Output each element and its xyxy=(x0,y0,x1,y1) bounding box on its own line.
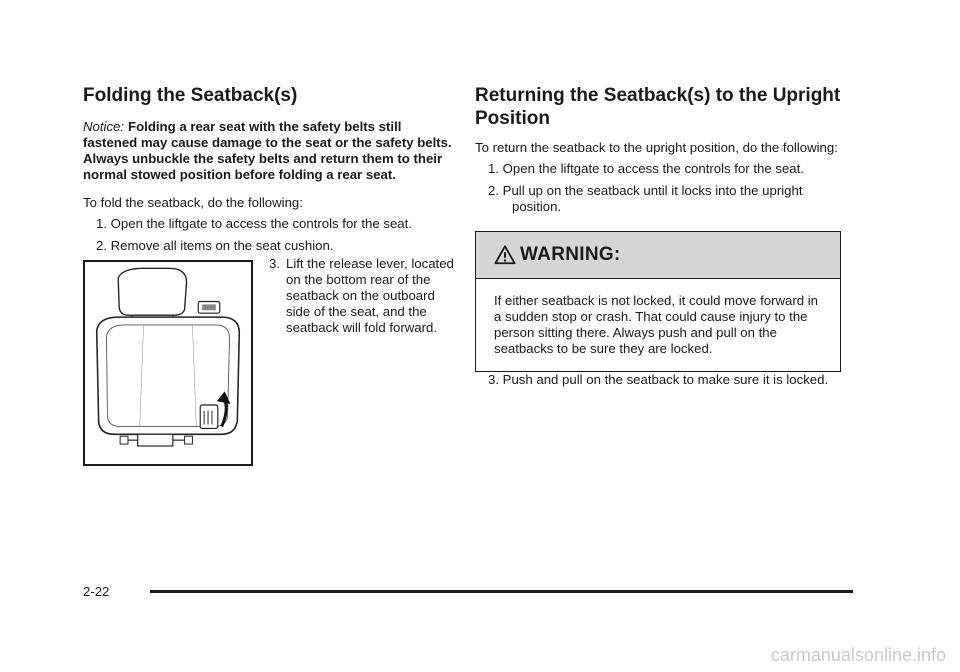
seatback-illustration xyxy=(83,260,253,466)
returning-step-3: 3. Push and pull on the seatback to make sure it is locked. xyxy=(488,372,829,387)
folding-step-1: 1. Open the liftgate to access the controls for the seat. xyxy=(96,216,412,231)
returning-step-2: 2. Pull up on the seatback until it locks into the upright position. xyxy=(488,183,803,214)
folding-heading: Folding the Seatback(s) xyxy=(83,85,298,106)
footer-rule xyxy=(150,590,853,593)
right-column xyxy=(475,84,845,394)
watermark: carmanualsonline.info xyxy=(770,645,946,665)
warning-box xyxy=(475,231,841,372)
returning-heading: Returning the Seatback(s) to the Upright Position xyxy=(475,85,841,129)
folding-intro: To fold the seatback, do the following: xyxy=(83,195,303,210)
page-footer xyxy=(83,582,853,602)
folding-step-3 xyxy=(269,256,459,336)
notice-label: Notice: xyxy=(83,119,125,134)
step3-text: Lift the release lever, located on the bottom rear of the seatback on the outboard side of the seat, and the seatback will fold forward. xyxy=(286,256,454,335)
warning-triangle-icon xyxy=(494,244,516,266)
returning-intro: To return the seatback to the upright position, do the following: xyxy=(475,140,838,155)
seatback-drawing xyxy=(85,262,251,464)
folding-steps xyxy=(83,216,455,254)
warning-header xyxy=(476,232,840,279)
warning-body: If either seatback is not locked, it could move forward in a sudden stop or crash. That could cause injury to the person sitting there. Always push and pull on the seatbacks to be sure they are locked. xyxy=(494,293,818,356)
notice-text: Folding a rear seat with the safety belts still fastened may cause damage to the seat or the safety belts. Always unbuckle the safety belts and return them to their normal stowed position before folding a rear seat. xyxy=(83,119,452,182)
figure-row xyxy=(83,256,455,490)
returning-steps-continued xyxy=(475,372,845,388)
step3-number: 3. xyxy=(269,256,280,271)
returning-steps xyxy=(475,161,845,215)
returning-step-1: 1. Open the liftgate to access the controls for the seat. xyxy=(488,161,804,176)
warning-title: WARNING: xyxy=(520,244,621,265)
left-column xyxy=(83,84,455,490)
notice xyxy=(83,119,455,183)
page-number: 2-22 xyxy=(83,584,110,599)
folding-step-2: 2. Remove all items on the seat cushion. xyxy=(96,238,334,253)
